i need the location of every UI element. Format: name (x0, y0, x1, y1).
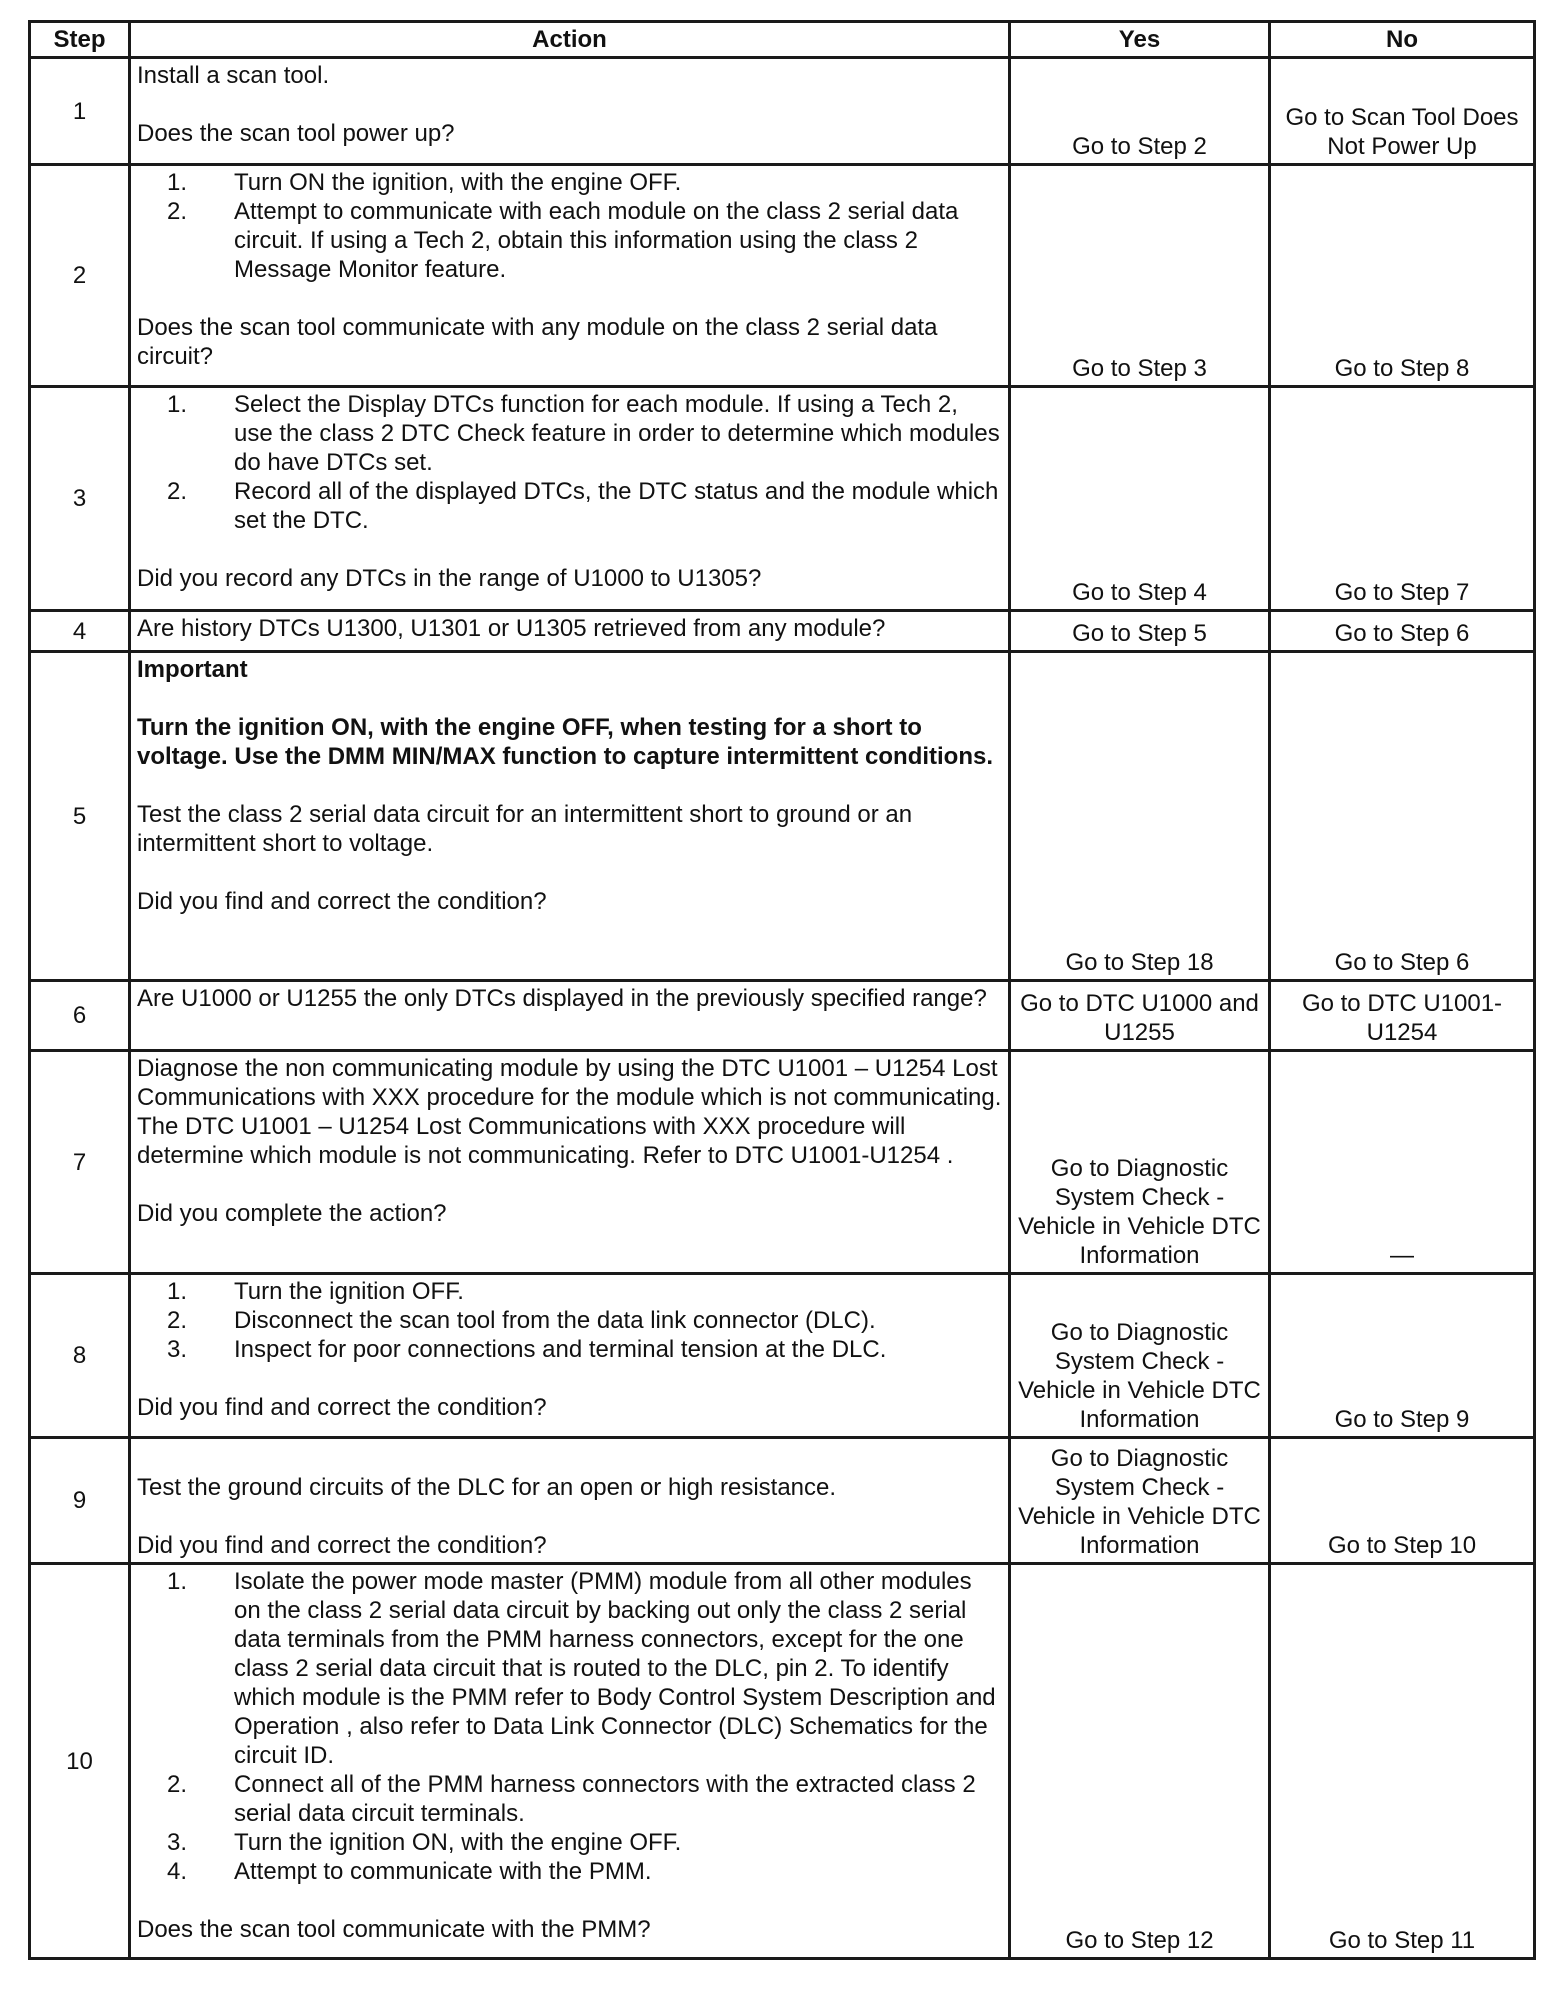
list-item: 2. Attempt to communicate with each module on the class 2 serial data circuit. If using a Tech 2, obtain this information using the class 2 Message Monitor feature. (166, 198, 959, 283)
no-result: Go to Scan Tool Does Not Power Up (1270, 58, 1535, 165)
step-row-8 (30, 1274, 1535, 1438)
action-cell (130, 1564, 1010, 1959)
step-row-7 (30, 1051, 1535, 1274)
step-number: 10 (30, 1564, 130, 1959)
action-intro: Test the class 2 serial data circuit for an intermittent short to ground or an intermittent short to voltage. (137, 801, 913, 857)
step-row-6 (30, 981, 1535, 1051)
yes-result: Go to Step 4 (1010, 387, 1270, 611)
step-row-4 (30, 611, 1535, 652)
action-question: Does the scan tool power up? (137, 120, 455, 147)
step-number: 9 (30, 1438, 130, 1564)
yes-result: Go to Diagnostic System Check - Vehicle in Vehicle DTC Information (1010, 1438, 1270, 1564)
header-yes: Yes (1010, 22, 1270, 58)
action-cell (130, 1051, 1010, 1274)
action-cell (130, 387, 1010, 611)
important-title: Important (137, 656, 248, 683)
no-result: Go to Step 6 (1270, 611, 1535, 652)
step-row-10 (30, 1564, 1535, 1959)
list-item: 4. Attempt to communicate with the PMM. (166, 1858, 652, 1885)
action-cell (130, 165, 1010, 387)
action-list (137, 1277, 1002, 1364)
list-item: 3. Inspect for poor connections and terminal tension at the DLC. (166, 1336, 887, 1363)
header-action: Action (130, 22, 1010, 58)
step-number: 6 (30, 981, 130, 1051)
step-number: 5 (30, 652, 130, 981)
action-list (137, 168, 1002, 284)
action-cell (130, 58, 1010, 165)
action-question: Did you find and correct the condition? (137, 1394, 547, 1421)
no-result: Go to Step 9 (1270, 1274, 1535, 1438)
action-list (137, 1567, 1002, 1886)
no-result: Go to DTC U1001-U1254 (1270, 981, 1535, 1051)
action-intro: Install a scan tool. (137, 62, 330, 89)
step-row-5 (30, 652, 1535, 981)
action-question: Did you complete the action? (137, 1200, 447, 1227)
yes-result: Go to Step 12 (1010, 1564, 1270, 1959)
action-intro: Diagnose the non communicating module by using the DTC U1001 – U1254 Lost Communications with XXX procedure for the module which is not communicating. The DTC U1001 – U1254 Lost Communications with XXX procedure will determine which module is not communicating. Refer to DTC U1001-U1254 . (137, 1055, 1002, 1169)
action-cell (130, 981, 1010, 1051)
action-list (137, 390, 1002, 535)
no-result: Go to Step 10 (1270, 1438, 1535, 1564)
action-intro: Test the ground circuits of the DLC for an open or high resistance. (137, 1474, 837, 1501)
list-item: 3. Turn the ignition ON, with the engine OFF. (166, 1829, 682, 1856)
list-item: 2. Connect all of the PMM harness connectors with the extracted class 2 serial data circuit terminals. (166, 1771, 976, 1827)
yes-result: Go to Diagnostic System Check - Vehicle in Vehicle DTC Information (1010, 1051, 1270, 1274)
list-item: 1. Turn ON the ignition, with the engine OFF. (166, 169, 682, 196)
yes-result: Go to Step 3 (1010, 165, 1270, 387)
no-result: Go to Step 6 (1270, 652, 1535, 981)
action-question: Does the scan tool communicate with the PMM? (137, 1916, 651, 1943)
action-question: Did you find and correct the condition? (137, 1532, 547, 1559)
no-result: Go to Step 8 (1270, 165, 1535, 387)
action-question: Does the scan tool communicate with any module on the class 2 serial data circuit? (137, 314, 938, 370)
step-number: 7 (30, 1051, 130, 1274)
yes-result: Go to Step 18 (1010, 652, 1270, 981)
action-cell (130, 1274, 1010, 1438)
step-row-9 (30, 1438, 1535, 1564)
step-number: 2 (30, 165, 130, 387)
action-cell (130, 1438, 1010, 1564)
no-result: — (1270, 1051, 1535, 1274)
step-number: 8 (30, 1274, 130, 1438)
list-item: 1. Isolate the power mode master (PMM) module from all other modules on the class 2 serial data circuit by backing out only the class 2 serial data terminals from the PMM harness connectors, except for the one class 2 serial data circuit that is routed to the DLC, pin 2. To identify which module is the PMM refer to Body Control System Description and Operation , also refer to Data Link Connector (DLC) Schematics for the circuit ID. (166, 1568, 996, 1769)
list-item: 1. Select the Display DTCs function for each module. If using a Tech 2, use the class 2 DTC Check feature in order to determine which modules do have DTCs set. (166, 391, 1000, 476)
list-item: 2. Record all of the displayed DTCs, the DTC status and the module which set the DTC. (166, 478, 999, 534)
no-result: Go to Step 11 (1270, 1564, 1535, 1959)
step-row-2 (30, 165, 1535, 387)
diagnostic-table (28, 20, 1536, 1960)
list-item: 2. Disconnect the scan tool from the data link connector (DLC). (166, 1307, 876, 1334)
action-question: Did you find and correct the condition? (137, 888, 547, 915)
action-question: Did you record any DTCs in the range of U1000 to U1305? (137, 565, 762, 592)
yes-result: Go to Diagnostic System Check - Vehicle in Vehicle DTC Information (1010, 1274, 1270, 1438)
yes-result: Go to DTC U1000 and U1255 (1010, 981, 1270, 1051)
header-step: Step (30, 22, 130, 58)
action-cell (130, 652, 1010, 981)
action-question: Are history DTCs U1300, U1301 or U1305 retrieved from any module? (137, 615, 886, 642)
step-row-1 (30, 58, 1535, 165)
step-number: 4 (30, 611, 130, 652)
no-result: Go to Step 7 (1270, 387, 1535, 611)
step-number: 1 (30, 58, 130, 165)
action-cell (130, 611, 1010, 652)
yes-result: Go to Step 5 (1010, 611, 1270, 652)
step-number: 3 (30, 387, 130, 611)
list-item: 1. Turn the ignition OFF. (166, 1278, 464, 1305)
header-row (30, 22, 1535, 58)
step-row-3 (30, 387, 1535, 611)
important-note: Turn the ignition ON, with the engine OFF, when testing for a short to voltage. Use the DMM MIN/MAX function to capture intermittent conditions. (137, 714, 994, 770)
yes-result: Go to Step 2 (1010, 58, 1270, 165)
action-question: Are U1000 or U1255 the only DTCs displayed in the previously specified range? (137, 985, 987, 1012)
header-no: No (1270, 22, 1535, 58)
